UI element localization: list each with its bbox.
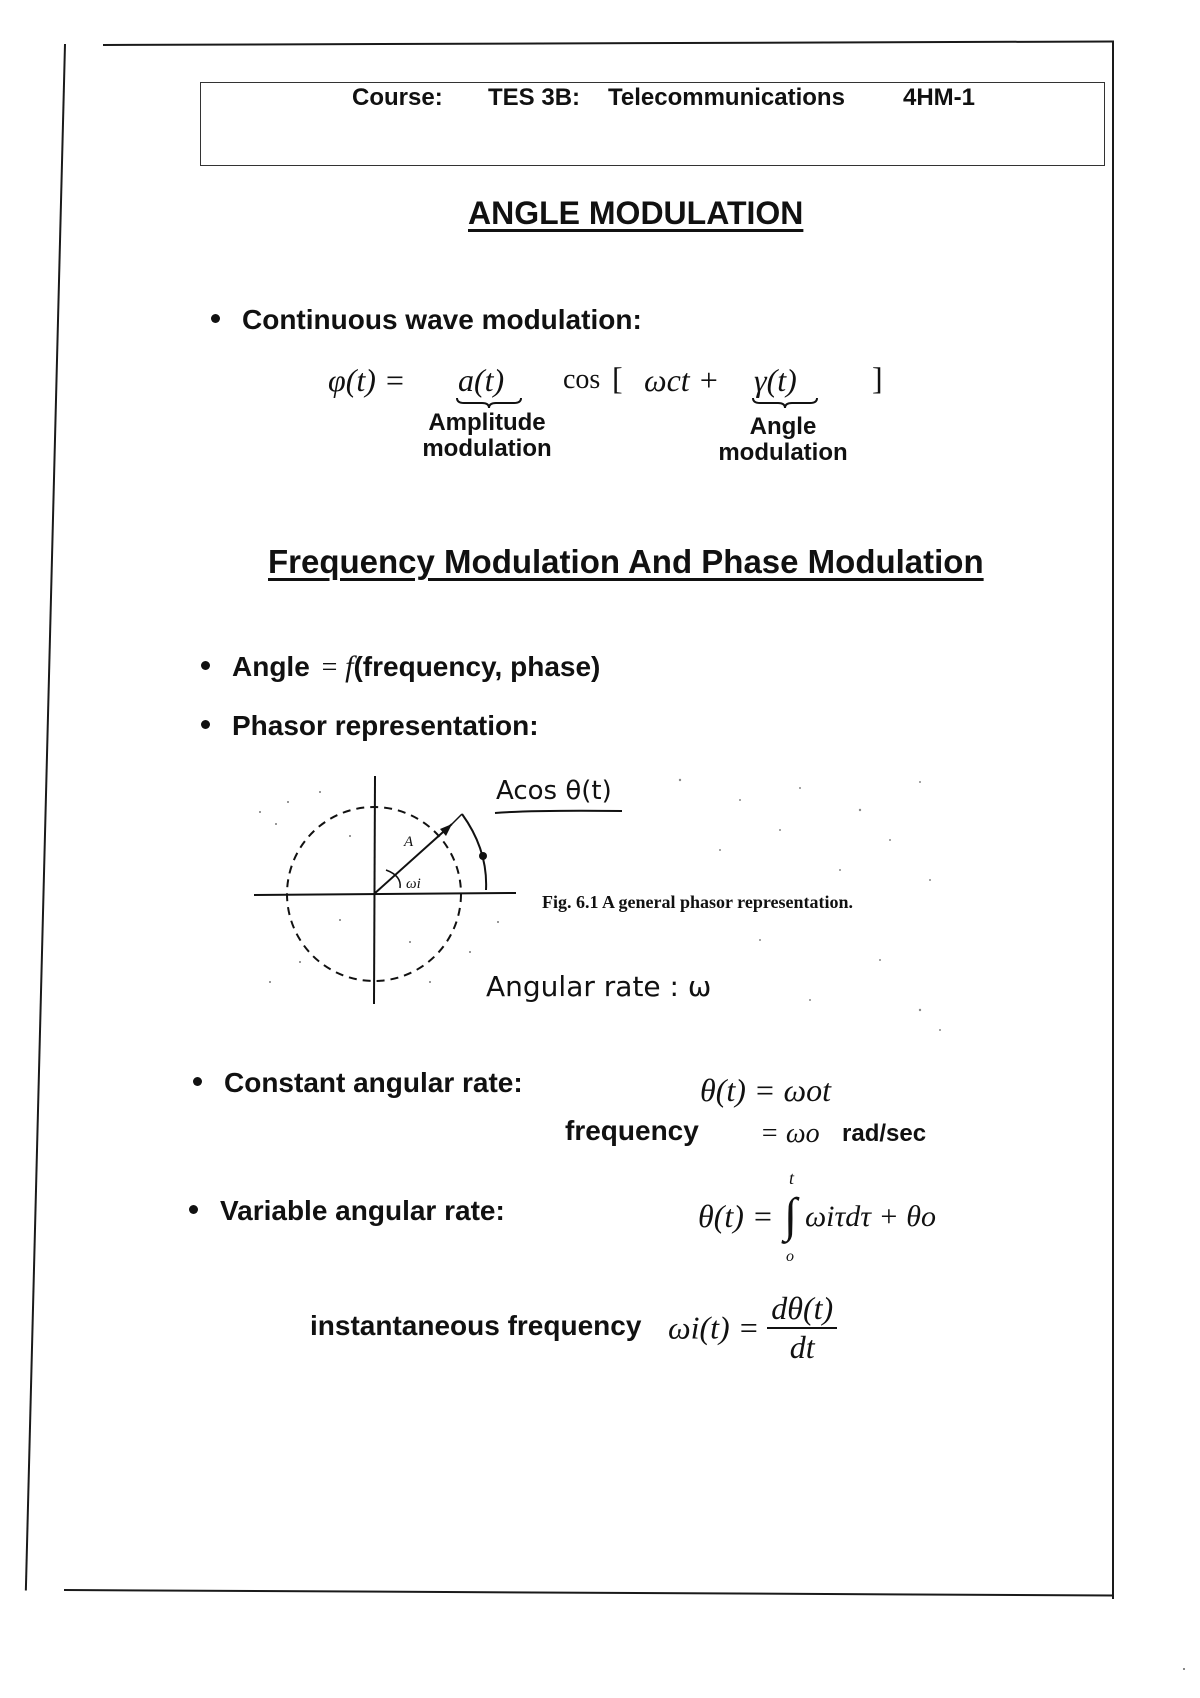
bullet-dot	[211, 314, 220, 323]
phasor-angle-arc	[462, 814, 486, 890]
bullet-angle-suffix: (frequency, phase)	[353, 651, 601, 682]
section-subtitle: Frequency Modulation And Phase Modulation	[268, 543, 984, 580]
derivative-numerator: dθ(t)	[767, 1290, 837, 1329]
eq1-angle-term: γ(t)	[754, 362, 797, 398]
amp-label-line1: Amplitude	[428, 409, 546, 436]
bullet-angle-eq: =	[321, 652, 338, 683]
eq1-amp-term: a(t)	[458, 362, 505, 398]
eq-variable-lhs: θ(t) =	[698, 1198, 774, 1234]
scan-noise-right	[660, 770, 960, 1040]
phasor-label-a: A	[404, 834, 414, 850]
phasor-y-axis	[374, 776, 375, 1004]
bullet-phasor	[201, 710, 539, 742]
frequency-label: frequency	[565, 1115, 699, 1146]
page-frame-bottom	[64, 1589, 1114, 1596]
underbrace-angle	[752, 396, 818, 410]
eq-instantaneous	[668, 1290, 837, 1366]
page-frame-top	[103, 40, 1114, 46]
phasor-angle-dot	[479, 852, 487, 860]
bullet-variable-rate	[189, 1195, 505, 1227]
integral-sign: ∫	[784, 1189, 798, 1242]
phasor-extension	[452, 814, 462, 824]
bullet-variable-text: Variable angular rate:	[220, 1195, 505, 1226]
page-frame-right	[1112, 42, 1114, 1599]
handwritten-angular-rate: Angular rate : ω	[486, 970, 712, 1003]
course-code: TES 3B:	[488, 84, 581, 111]
bullet-angle-prefix: Angle	[232, 651, 310, 682]
amp-label-line2: modulation	[422, 435, 552, 462]
scan-noise	[259, 791, 499, 983]
eq1-close-bracket: ]	[872, 360, 883, 396]
bullet-dot	[189, 1205, 198, 1214]
bullet-constant-rate	[193, 1067, 523, 1099]
phasor-label-omega: ωi	[406, 876, 421, 892]
handwritten-underline	[494, 808, 624, 816]
scan-noise-dot	[1183, 1668, 1185, 1670]
integral-upper: t	[789, 1168, 795, 1188]
page-frame-left	[25, 44, 66, 1591]
bullet-dot	[201, 661, 210, 670]
course-name: Telecommunications	[608, 84, 845, 111]
eq-instantaneous-lhs: ωi(t) =	[668, 1309, 760, 1346]
bullet-dot	[201, 720, 210, 729]
phasor-x-axis	[254, 893, 516, 895]
bullet-angle-f: f	[345, 650, 354, 683]
bullet-dot	[193, 1077, 202, 1086]
figure-caption: Fig. 6.1 A general phasor representation.	[542, 892, 854, 912]
page-title: ANGLE MODULATION	[468, 195, 804, 231]
derivative-denominator: dt	[789, 1329, 815, 1365]
page-code: 4HM-1	[903, 84, 976, 111]
integral-lower: o	[786, 1248, 794, 1265]
eq1-cos: cos	[563, 364, 601, 395]
derivative-fraction	[767, 1290, 837, 1366]
angle-label-line1: Angle	[749, 413, 817, 440]
course-label: Course:	[352, 84, 443, 111]
eq1-open-bracket: [	[612, 360, 623, 396]
eq-variable-integrand: ωiτdτ + θo	[805, 1200, 936, 1233]
instantaneous-frequency-label: instantaneous frequency	[310, 1310, 642, 1341]
angle-label-line2: modulation	[718, 439, 848, 466]
eq1-lhs: φ(t) =	[328, 362, 406, 398]
amplitude-modulation-label	[412, 410, 562, 462]
underbrace-amplitude	[456, 396, 522, 410]
handwritten-acos-theta: Acos θ(t)	[496, 776, 612, 806]
bullet-continuous-wave	[211, 304, 642, 336]
eq1-carrier: ωct +	[644, 362, 720, 398]
bullet-angle	[201, 650, 600, 684]
bullet-phasor-text: Phasor representation:	[232, 710, 539, 741]
angle-modulation-label	[708, 414, 858, 466]
frequency-eq: = ωo	[760, 1118, 820, 1149]
frequency-unit: rad/sec	[842, 1120, 927, 1147]
bullet-text: Continuous wave modulation:	[242, 304, 642, 335]
bullet-constant-text: Constant angular rate:	[224, 1067, 523, 1098]
eq-constant-theta: θ(t) = ωot	[700, 1072, 831, 1108]
